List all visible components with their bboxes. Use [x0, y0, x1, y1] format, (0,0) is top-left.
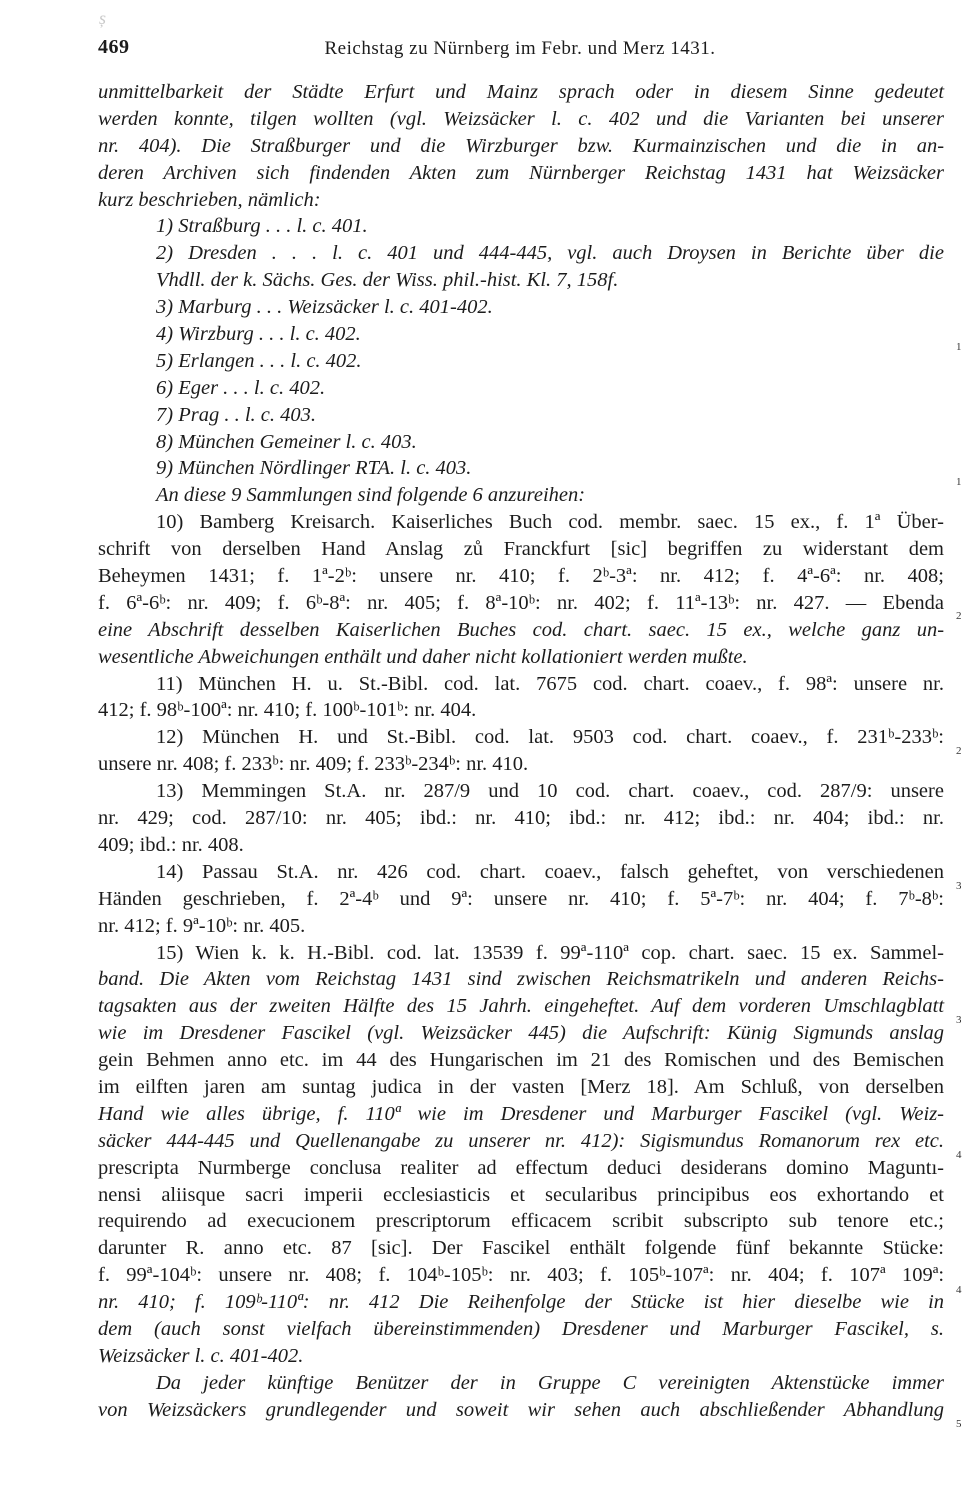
text-line: nr. 429; cod. 287/10: nr. 405; ibd.: nr. 410; ibd.: nr. 412; ibd.: nr. 404; ibd.: nr.	[98, 807, 945, 830]
text-line: 412; f. 98ᵇ-100ª: nr. 410; f. 100ᵇ-101ᵇ: nr. 404.	[98, 699, 477, 722]
text-line: f. 6ª-6ᵇ: nr. 409; f. 6ᵇ-8ª: nr. 405; f. 8ª-10ᵇ: nr. 402; f. 11ª-13ᵇ: nr. 427. — Ebenda	[98, 591, 945, 614]
list-item: 7) Prag . . l. c. 403.	[156, 403, 316, 426]
list-item: 10) Bamberg Kreisarch. Kaiserliches Buch cod. membr. saec. 15 ex., f. 1ª Über-	[156, 511, 945, 534]
text-line: band. Die Akten vom Reichstag 1431 sind zwischen Reichsmatrikeln und anderen Reichs-	[98, 968, 944, 991]
text-line: tagsakten aus der zweiten Hälfte des 15 Jahrh. eingeheftet. Auf dem vorderen Umschlagblatt	[98, 995, 945, 1018]
list-item: 8) München Gemeiner l. c. 403.	[156, 430, 417, 453]
text-line: f. 99ª-104ᵇ: unsere nr. 408; f. 104ᵇ-105ᵇ: nr. 403; f. 105ᵇ-107ª: nr. 404; f. 107ª 109ª:	[98, 1264, 945, 1287]
list-item: 9) München Nördlinger RTA. l. c. 403.	[156, 457, 472, 480]
text-line: 409; ibd.: nr. 408.	[98, 833, 244, 856]
list-item: 13) Memmingen St.A. nr. 287/9 und 10 cod. chart. coaev., cod. 287/9: unsere	[156, 780, 944, 803]
text-line: An diese 9 Sammlungen sind folgende 6 anzureihen:	[156, 484, 586, 507]
text-line: Beheymen 1431; f. 1ª-2ᵇ: unsere nr. 410; f. 2ᵇ-3ª: nr. 412; f. 4ª-6ª: nr. 408;	[98, 565, 944, 588]
text-line: Händen geschrieben, f. 2ª-4ᵇ und 9ª: unsere nr. 410; f. 5ª-7ᵇ: nr. 404; f. 7ᵇ-8ᵇ:	[98, 887, 944, 910]
text-line: prescripta Nurmberge conclusa realiter ad effectum deduci desiderans domino Maguntı-	[98, 1156, 944, 1179]
text-line: eine Abschrift desselben Kaiserlichen Buches cod. chart. saec. 15 ex., welche ganz un-	[98, 618, 945, 641]
text-line: nr. 404). Die Straßburger und die Wirzburger bzw. Kurmainzischen und die in an-	[98, 134, 945, 157]
list-item: 3) Marburg . . . Weizsäcker l. c. 401-402.	[156, 296, 493, 319]
margin-line-marker: 4	[956, 1284, 962, 1296]
margin-line-marker: 2	[956, 745, 962, 757]
running-title: Reichstag zu Nürnberg im Febr. und Merz 1431.	[324, 38, 716, 59]
list-item: 11) München H. u. St.-Bibl. cod. lat. 7675 cod. chart. coaev., f. 98ª: unsere nr.	[156, 672, 945, 695]
page-number: 469	[98, 36, 130, 58]
margin-line-marker: 3	[956, 1014, 962, 1026]
text-line: deren Archiven sich findenden Akten zum Nürnberger Reichstag 1431 hat Weizsäcker	[98, 161, 944, 184]
text-line: werden konnte, tilgen wollten (vgl. Weizsäcker l. c. 402 und die Varianten bei unserer	[98, 107, 944, 130]
margin-line-marker: 2	[956, 610, 962, 622]
text-line: säcker 444-445 und Quellenangabe zu unserer nr. 412): Sigismundus Romanorum rex etc.	[98, 1129, 945, 1152]
list-item: 5) Erlangen . . . l. c. 402.	[156, 349, 362, 372]
page-header	[98, 36, 942, 66]
text-line: dem (auch sonst vielfach übereinstimmenden) Dresdener und Marburger Fascikel, s.	[98, 1317, 944, 1340]
text-line: unmittelbarkeit der Städte Erfurt und Mainz sprach oder in diesem Sinne gedeutet	[98, 81, 945, 103]
margin-line-marker: 1	[956, 341, 962, 353]
text-line: requirendo ad execucionem prescriptorum efficacem scribit subscripto sub tenore etc.;	[98, 1210, 944, 1233]
list-item: 12) München H. und St.-Bibl. cod. lat. 9503 cod. chart. coaev., f. 231ᵇ-233ᵇ:	[156, 726, 944, 749]
text-line: unsere nr. 408; f. 233ᵇ: nr. 409; f. 233ᵇ-234ᵇ: nr. 410.	[98, 753, 529, 776]
text-line: nensi aliisque sacri imperii ecclesiasticis et secularibus principibus eos exhortando et	[98, 1183, 944, 1206]
text-line: schrift von derselben Hand Anslag zů Franckfurt [sic] begriffen zu widerstant dem	[98, 538, 944, 561]
text-line: im eilften jaren am suntag judica in der vasten [Merz 18]. Am Schluß, von derselben	[98, 1075, 944, 1098]
text-line: nr. 410; f. 109ᵇ-110ª: nr. 412 Die Reihenfolge der Stücke ist hier dieselbe wie in	[98, 1291, 945, 1314]
text-line: darunter R. anno etc. 87 [sic]. Der Fascikel enthält folgende fünf bekannte Stücke:	[98, 1237, 944, 1260]
corner-mark: ș	[99, 8, 107, 28]
text-body	[98, 79, 944, 1424]
text-line: Da jeder künftige Benützer der in Gruppe C vereinigten Aktenstücke immer	[156, 1371, 944, 1394]
text-line: Weizsäcker l. c. 401-402.	[98, 1344, 304, 1367]
text-line: Hand wie alles übrige, f. 110ª wie im Dresdener und Marburger Fascikel (vgl. Weiz-	[98, 1102, 945, 1125]
text-line: wesentliche Abweichungen enthält und daher nicht kollationiert werden mußte.	[98, 645, 748, 668]
list-item: 6) Eger . . . l. c. 402.	[156, 376, 326, 399]
text-line: kurz beschrieben, nämlich:	[98, 188, 321, 211]
text-line: Vhdll. der k. Sächs. Ges. der Wiss. phil.-hist. Kl. 7, 158f.	[156, 269, 619, 292]
margin-line-marker: 5	[956, 1418, 962, 1430]
text-line: nr. 412; f. 9ª-10ᵇ: nr. 405.	[98, 914, 306, 937]
text-line: gein Behmen anno etc. im 44 des Hungarischen im 21 des Romischen und des Bemischen	[98, 1049, 944, 1072]
margin-line-marker: 1	[956, 476, 962, 488]
list-item: 1) Straßburg . . . l. c. 401.	[156, 215, 368, 238]
text-line: von Weizsäckers grundlegender und soweit wir sehen auch abschließender Abhandlung	[98, 1398, 944, 1421]
text-line: wie im Dresdener Fascikel (vgl. Weizsäcker 445) die Aufschrift: Künig Sigmunds anslag	[98, 1022, 945, 1045]
margin-line-marker: 3	[956, 880, 962, 892]
list-item: 2) Dresden . . . l. c. 401 und 444-445, vgl. auch Droysen in Berichte über die	[156, 242, 944, 265]
list-item: 14) Passau St.A. nr. 426 cod. chart. coaev., falsch geheftet, von verschiedenen	[156, 860, 945, 883]
margin-line-marker: 4	[956, 1149, 962, 1161]
list-item: 4) Wirzburg . . . l. c. 402.	[156, 323, 361, 346]
list-item: 15) Wien k. k. H.-Bibl. cod. lat. 13539 f. 99ª-110ª cop. chart. saec. 15 ex. Sammel-	[156, 941, 944, 964]
